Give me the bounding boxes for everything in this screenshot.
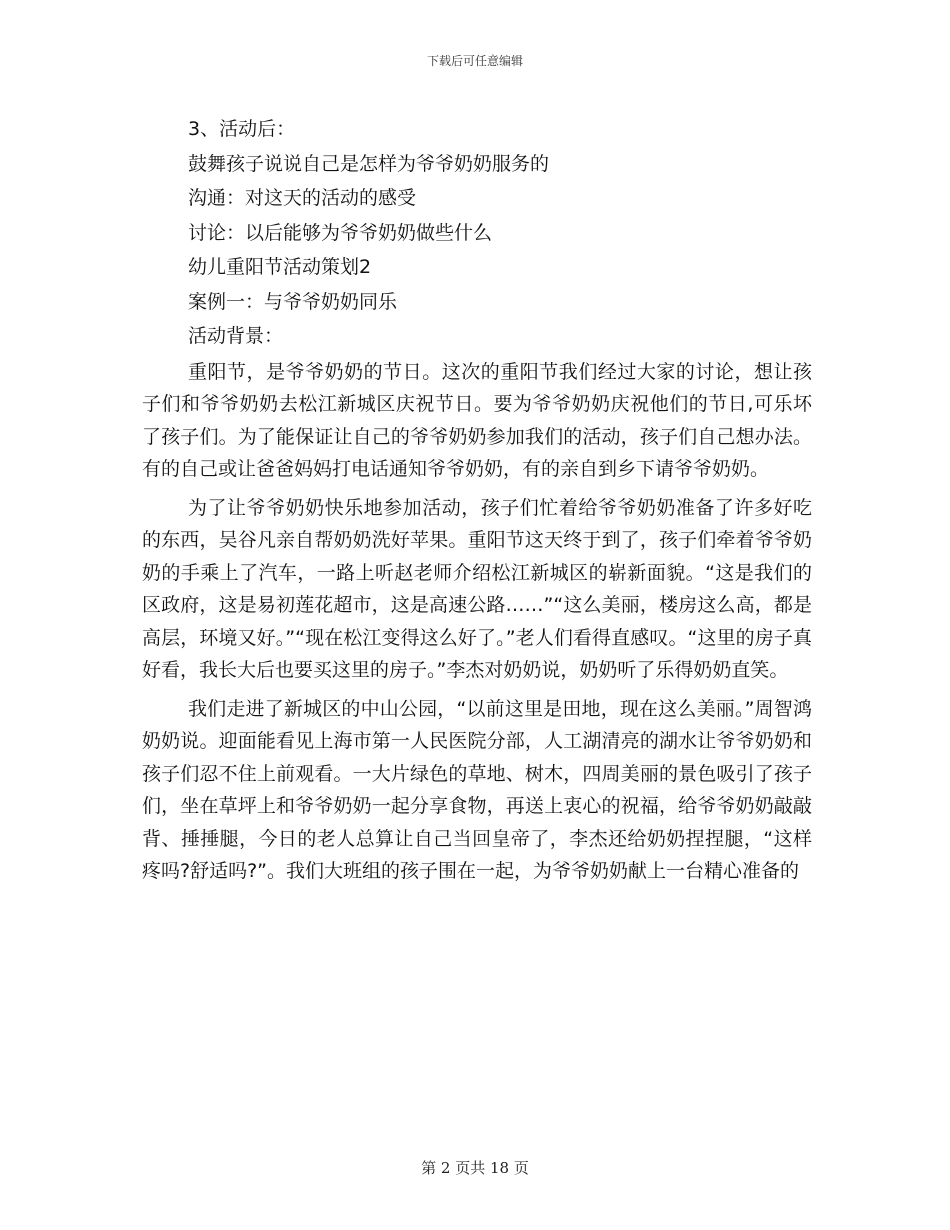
- text-line: 案例一：与爷爷奶奶同乐: [188, 290, 398, 313]
- page-footer: 第 2 页共 18 页: [421, 1159, 529, 1177]
- text-line: 鼓舞孩子说说自己是怎样为爷爷奶奶服务的: [188, 152, 550, 175]
- page-header: 下载后可任意编辑: [426, 54, 523, 68]
- text-line: 活动背景：: [188, 325, 284, 347]
- text-line: 3、活动后：: [188, 118, 296, 140]
- paragraph: 我们走进了新城区的中山公园，“以前这里是田地，现在这么美丽。”周智鸿奶奶说。迎面能看见上海市第一人民医院分部，人工湖清亮的湖水让爷爷奶奶和孩子们忍不住上前观看。一大片绿色的草地、树木，四周美丽的景色吸引了孩子们，坐在草坪上和爷爷奶奶一起分享食物，再送上衷心的祝福，给爷爷奶奶敲敲背、捶捶腿，今日的老人总算让自己当回皇帝了，李杰还给奶奶捏捏腿，“这样疼吗?舒适吗?”。我们大班组的孩子围在一起，为爷爷奶奶献上一台精心准备的: [142, 697, 812, 882]
- document-body: [142, 112, 812, 888]
- paragraph: 重阳节，是爷爷奶奶的节日。这次的重阳节我们经过大家的讨论，想让孩子们和爷爷奶奶去松江新城区庆祝节日。要为爷爷奶奶庆祝他们的节日,可乐坏了孩子们。为了能保证让自己的爷爷奶奶参加我们的活动，孩子们自己想办法。有的自己或让爸爸妈妈打电话通知爷爷奶奶，有的亲自到乡下请爷爷奶奶。: [142, 360, 812, 480]
- paragraph: 为了让爷爷奶奶快乐地参加活动，孩子们忙着给爷爷奶奶准备了许多好吃的东西，吴谷凡亲自帮奶奶洗好苹果。重阳节这天终于到了，孩子们牵着爷爷奶奶的手乘上了汽车，一路上听赵老师介绍松江新城区的崭新面貌。“这是我们的区政府，这是易初莲花超市，这是高速公路……”“这么美丽，楼房这么高，都是高层，环境又好。”“现在松江变得这么好了。”老人们看得直感叹。“这里的房子真好看，我长大后也要买这里的房子。”李杰对奶奶说，奶奶听了乐得奶奶直笑。: [142, 496, 812, 681]
- section-title: 幼儿重阳节活动策划2: [188, 256, 372, 278]
- text-line: 讨论：以后能够为爷爷奶奶做些什么: [188, 221, 493, 244]
- text-line: 沟通：对这天的活动的感受: [188, 187, 417, 209]
